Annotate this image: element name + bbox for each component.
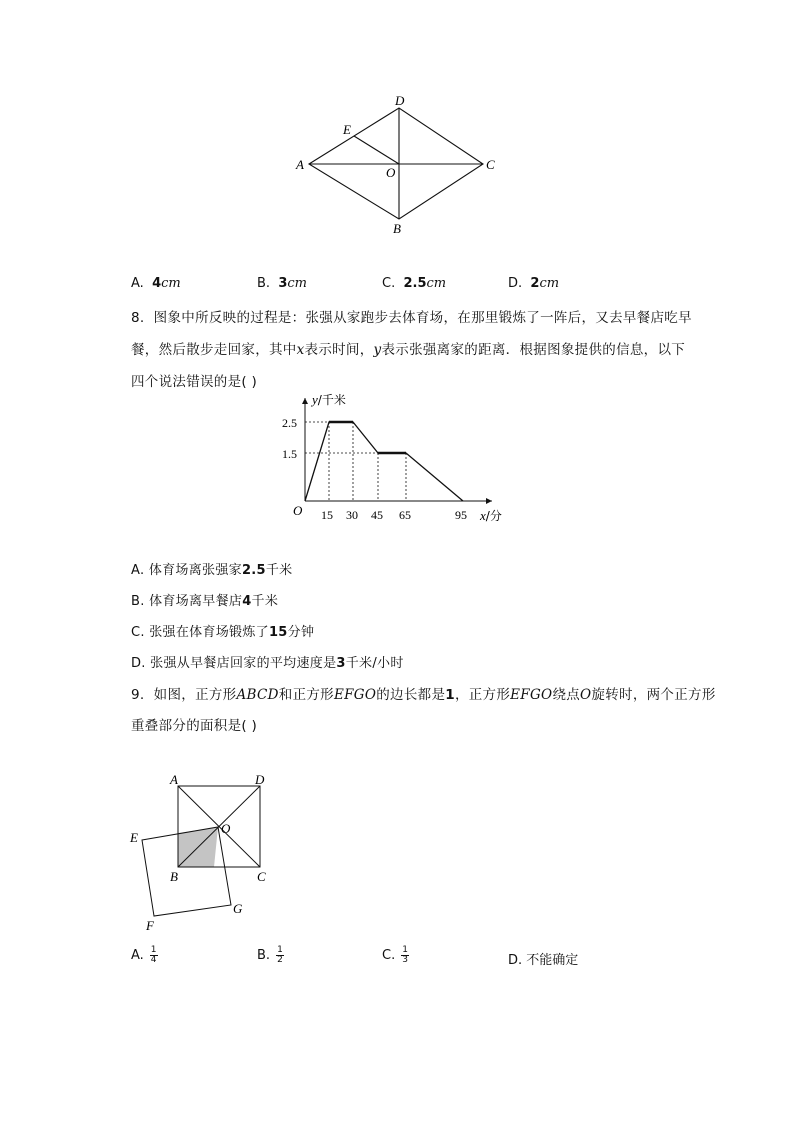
graph-line (305, 422, 463, 501)
option-text: 千米 (251, 594, 279, 609)
fraction (150, 946, 158, 965)
two-squares-figure (125, 766, 275, 936)
option-text: D. 张强从早餐店回家的平均速度是 (131, 656, 337, 671)
point-o: O (580, 687, 592, 703)
stem-text: 旋转时，两个正方形 (591, 687, 716, 703)
x-tick-45: 45 (371, 508, 383, 522)
option-number: 4 (242, 594, 252, 609)
option-letter: D. (508, 276, 523, 291)
square-efgo: EFGO (333, 687, 377, 703)
option-unit: cm (287, 276, 307, 291)
q8-option-c[interactable] (131, 621, 314, 640)
y-tick-2.5: 2.5 (282, 416, 297, 430)
label-o: O (221, 821, 231, 836)
q7-option-c[interactable] (382, 276, 446, 291)
stem-text: 绕点 (552, 687, 581, 703)
option-text: 分钟 (287, 625, 315, 640)
q8-option-b[interactable] (131, 590, 278, 609)
x-axis-label: x/分 (480, 508, 502, 523)
option-unit: cm (539, 276, 560, 291)
side-length: 1 (445, 687, 455, 703)
q9-option-a[interactable] (131, 946, 158, 965)
option-text: 千米/小时 (345, 656, 404, 671)
option-value: 2 (530, 276, 540, 291)
option-unit: cm (426, 276, 447, 291)
q8-stem-line3 (131, 370, 257, 390)
q9-option-d[interactable] (508, 949, 578, 968)
numerator: 1 (150, 945, 157, 955)
y-axis-label: y/千米 (312, 392, 346, 407)
q8-option-d[interactable] (131, 652, 404, 671)
numerator: 1 (277, 945, 283, 955)
label-b: B (170, 869, 178, 884)
q9-option-b[interactable] (257, 946, 284, 965)
q7-option-b[interactable] (257, 276, 307, 291)
square-efgo: EFGO (510, 687, 553, 703)
fraction (276, 946, 284, 965)
segment-eo (354, 136, 399, 164)
label-a: A (296, 157, 304, 172)
option-letter: B. (257, 276, 271, 291)
x-tick-95: 95 (455, 508, 467, 522)
q7-option-d[interactable] (508, 276, 559, 291)
stem-text: 重叠部分的面积是( ) (131, 718, 258, 734)
x-tick-15: 15 (321, 508, 333, 522)
stem-text: 四个说法错误的是( ) (131, 374, 258, 390)
denominator: 4 (150, 955, 157, 965)
y-tick-1.5: 1.5 (282, 447, 297, 461)
option-unit: cm (161, 276, 181, 291)
option-text: D. 不能确定 (508, 953, 579, 968)
option-value: 2.5 (403, 276, 427, 291)
var-x: x (296, 342, 305, 358)
rhombus-figure (280, 88, 520, 238)
option-letter: C. (382, 276, 396, 291)
label-e: E (343, 122, 351, 137)
numerator: 1 (402, 945, 408, 955)
label-d: D (395, 93, 405, 108)
option-letter: A. (131, 948, 144, 963)
option-number: 2.5 (241, 563, 266, 578)
q9-option-c[interactable] (382, 946, 409, 965)
label-e: E (130, 830, 138, 845)
q7-option-a[interactable] (131, 276, 181, 291)
q9-stem-line1 (131, 683, 716, 703)
option-value: 4 (152, 276, 162, 291)
distance-time-graph (280, 390, 520, 525)
stem-text: 餐，然后散步走回家，其中 (131, 342, 297, 358)
option-text: A. 体育场离张强家 (131, 563, 242, 578)
denominator: 2 (277, 955, 283, 965)
stem-text: 和正方形 (278, 687, 334, 703)
option-text: B. 体育场离早餐店 (131, 594, 243, 609)
stem-text: 的边长都是 (376, 687, 446, 703)
stem-text: 如图，正方形 (153, 687, 237, 703)
origin-label: O (293, 503, 303, 518)
option-letter: A. (131, 276, 144, 291)
fraction (401, 946, 409, 965)
q9-stem-line2 (131, 714, 257, 734)
option-letter: C. (382, 948, 396, 963)
stem-text: 图象中所反映的过程是：张强从家跑步去体育场，在那里锻炼了一阵后，又去早餐店吃早 (153, 310, 692, 326)
question-number: 9. (131, 687, 145, 703)
option-text: 千米 (265, 563, 293, 578)
label-g: G (233, 901, 243, 916)
stem-text: ，正方形 (454, 687, 511, 703)
label-b: B (393, 221, 401, 236)
label-d: D (255, 772, 265, 787)
stem-text: 表示张强离家的距离．根据图象提供的信息，以下 (381, 342, 686, 358)
option-value: 3 (278, 276, 288, 291)
square-abcd: ABCD (236, 687, 279, 703)
q8-option-a[interactable] (131, 559, 292, 578)
q8-stem-line2 (131, 338, 685, 358)
question-number: 8. (131, 310, 145, 326)
q8-stem-line1 (131, 306, 692, 326)
option-text: C. 张强在体育场锻炼了 (131, 625, 269, 640)
label-c: C (486, 157, 495, 172)
denominator: 3 (402, 955, 408, 965)
x-tick-30: 30 (346, 508, 358, 522)
stem-text: 表示时间， (304, 342, 374, 358)
option-number: 15 (268, 625, 288, 640)
label-c: C (257, 869, 266, 884)
label-f: F (146, 918, 154, 933)
x-tick-65: 65 (399, 508, 411, 522)
label-a: A (170, 772, 178, 787)
option-letter: B. (257, 948, 271, 963)
var-y: y (373, 342, 382, 358)
option-number: 3 (336, 656, 346, 671)
label-o: O (386, 165, 396, 180)
